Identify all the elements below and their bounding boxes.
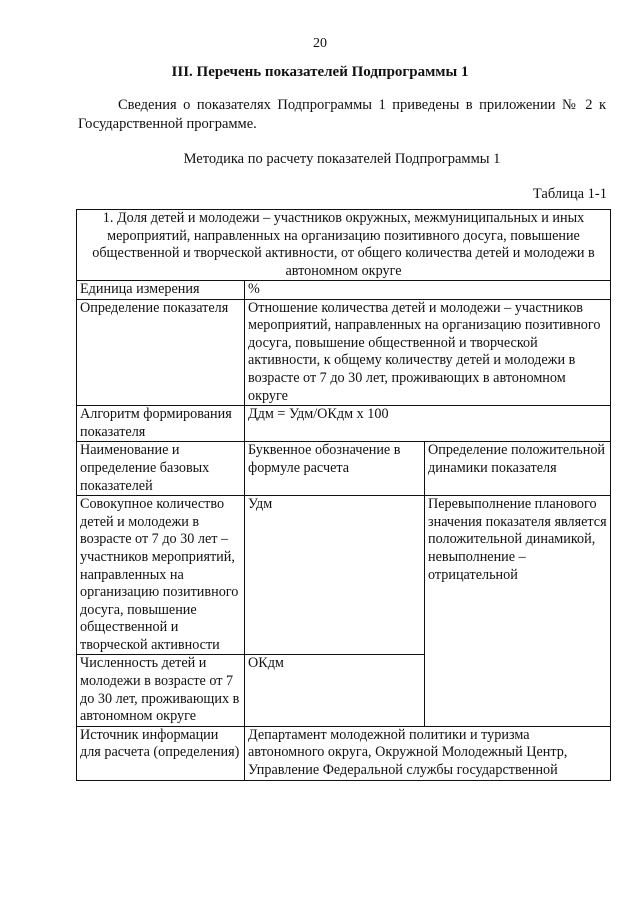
table-label: Таблица 1-1 — [532, 186, 607, 202]
base-indicator-name: Совокупное количество детей и молодежи в возрасте от 7 до 30 лет – участников мероприятий, направленных на организацию позитивного досуга, повышение общественной и творческой активности — [77, 496, 245, 655]
base-indicator-name: Численность детей и молодежи в возрасте от 7 до 30 лет, проживающих в автономном округе — [77, 655, 245, 726]
indicator-header: 1. Доля детей и молодежи – участников окружных, межмуниципальных и иных мероприятий, направленных на организацию позитивного досуга, повышение общественной и творческой активности, от общего количества детей и молодежи в автономном округе — [77, 210, 611, 281]
unit-value: % — [245, 281, 611, 300]
source-value: Департамент молодежной политики и туризма автономного округа, Окружной Молодежный Центр, Управление Федеральной службы государственной — [245, 726, 611, 780]
definition-label: Определение показателя — [77, 299, 245, 406]
algorithm-value: Ддм = Удм/ОКдм х 100 — [245, 406, 611, 442]
base-indicator-letter: ОКдм — [245, 655, 425, 726]
base-indicators-header: Наименование и определение базовых показателей — [77, 442, 245, 496]
page-number: 20 — [313, 36, 327, 51]
algorithm-label: Алгоритм формирования показателя — [77, 406, 245, 442]
table-header-row — [77, 210, 611, 281]
table-row — [77, 496, 611, 655]
source-label: Источник информации для расчета (определения) — [77, 726, 245, 780]
dynamics-header: Определение положительной динамики показателя — [425, 442, 611, 496]
letter-designation-header: Буквенное обозначение в формуле расчета — [245, 442, 425, 496]
table-row — [77, 281, 611, 300]
dynamics-definition: Перевыполнение планового значения показателя является положительной динамикой, невыполнение – отрицательной — [425, 496, 611, 727]
section-title: III. Перечень показателей Подпрограммы 1 — [171, 64, 469, 80]
indicator-table — [76, 209, 611, 781]
definition-value: Отношение количества детей и молодежи – участников мероприятий, направленных на организацию позитивного досуга, повышение общественной и творческой активности, к общему количеству детей и молодежи в возрасте от 7 до 30 лет, проживающих в автономном округе — [245, 299, 611, 406]
methodology-title: Методика по расчету показателей Подпрограммы 1 — [183, 151, 501, 167]
intro-paragraph: Сведения о показателях Подпрограммы 1 приведены в приложении № 2 к Государственной программе. — [78, 97, 606, 132]
unit-label: Единица измерения — [77, 281, 245, 300]
table-row — [77, 299, 611, 406]
table-row — [77, 406, 611, 442]
table-row — [77, 726, 611, 780]
table-row — [77, 442, 611, 496]
base-indicator-letter: Удм — [245, 496, 425, 655]
